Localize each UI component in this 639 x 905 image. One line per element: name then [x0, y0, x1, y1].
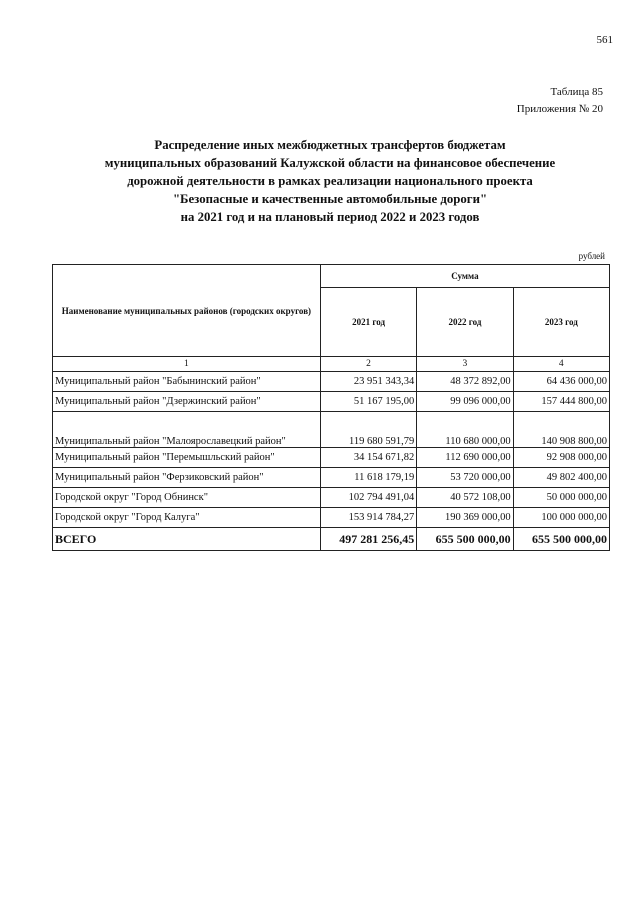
total-2021: 497 281 256,45	[320, 528, 416, 551]
total-2022: 655 500 000,00	[417, 528, 513, 551]
total-row	[53, 528, 610, 551]
table-row	[53, 508, 610, 528]
table-row	[53, 372, 610, 392]
district-name: Городской округ "Город Обнинск"	[53, 488, 321, 508]
table-reference	[517, 84, 603, 118]
value-2022: 40 572 108,00	[417, 488, 513, 508]
column-index: 1	[53, 357, 321, 372]
title-line: на 2021 год и на плановый период 2022 и 2023 годов	[180, 210, 480, 224]
value-2022: 110 680 000,00	[417, 412, 513, 448]
value-2022: 53 720 000,00	[417, 468, 513, 488]
value-2023: 49 802 400,00	[513, 468, 609, 488]
column-index: 4	[513, 357, 609, 372]
header-year-2023: 2023 год	[513, 288, 609, 357]
column-index: 3	[417, 357, 513, 372]
value-2021: 119 680 591,79	[320, 412, 416, 448]
value-2023: 92 908 000,00	[513, 448, 609, 468]
value-2023: 157 444 800,00	[513, 392, 609, 412]
district-name: Муниципальный район "Ферзиковский район"	[53, 468, 321, 488]
value-2021: 153 914 784,27	[320, 508, 416, 528]
title-line: Распределение иных межбюджетных трансфертов бюджетам	[154, 138, 506, 152]
value-2023: 100 000 000,00	[513, 508, 609, 528]
header-name: Наименование муниципальных районов (городских округов)	[53, 265, 321, 357]
header-year-2021: 2021 год	[320, 288, 416, 357]
column-index-row	[53, 357, 610, 372]
title-line: дорожной деятельности в рамках реализации национального проекта	[127, 174, 533, 188]
page-number: 561	[596, 34, 613, 46]
value-2022: 99 096 000,00	[417, 392, 513, 412]
table-row	[53, 392, 610, 412]
value-2021: 23 951 343,34	[320, 372, 416, 392]
value-2021: 102 794 491,04	[320, 488, 416, 508]
district-name: Городской округ "Город Калуга"	[53, 508, 321, 528]
appendix-number: Приложения № 20	[516, 103, 603, 115]
total-label: ВСЕГО	[53, 528, 321, 551]
district-name: Муниципальный район "Дзержинский район"	[53, 392, 321, 412]
value-2021: 11 618 179,19	[320, 468, 416, 488]
table-row	[53, 488, 610, 508]
header-year-2022: 2022 год	[417, 288, 513, 357]
table-row	[53, 448, 610, 468]
table-row	[53, 412, 610, 448]
value-2023: 140 908 800,00	[513, 412, 609, 448]
document-title	[40, 136, 620, 226]
district-name: Муниципальный район "Малоярославецкий район"	[53, 412, 321, 448]
value-2022: 112 690 000,00	[417, 448, 513, 468]
district-name: Муниципальный район "Бабынинский район"	[53, 372, 321, 392]
value-2022: 190 369 000,00	[417, 508, 513, 528]
district-name: Муниципальный район "Перемышльский район"	[53, 448, 321, 468]
value-2022: 48 372 892,00	[417, 372, 513, 392]
transfers-table	[52, 264, 610, 551]
table-header-row	[53, 265, 610, 288]
header-sum: Сумма	[320, 265, 609, 288]
value-2023: 50 000 000,00	[513, 488, 609, 508]
total-2023: 655 500 000,00	[513, 528, 609, 551]
column-index: 2	[320, 357, 416, 372]
value-2021: 51 167 195,00	[320, 392, 416, 412]
value-2021: 34 154 671,82	[320, 448, 416, 468]
title-line: "Безопасные и качественные автомобильные дороги"	[172, 192, 488, 206]
title-line: муниципальных образований Калужской области на финансовое обеспечение	[104, 156, 556, 170]
currency-unit: рублей	[578, 251, 605, 261]
value-2023: 64 436 000,00	[513, 372, 609, 392]
table-row	[53, 468, 610, 488]
table-number: Таблица 85	[550, 86, 603, 98]
